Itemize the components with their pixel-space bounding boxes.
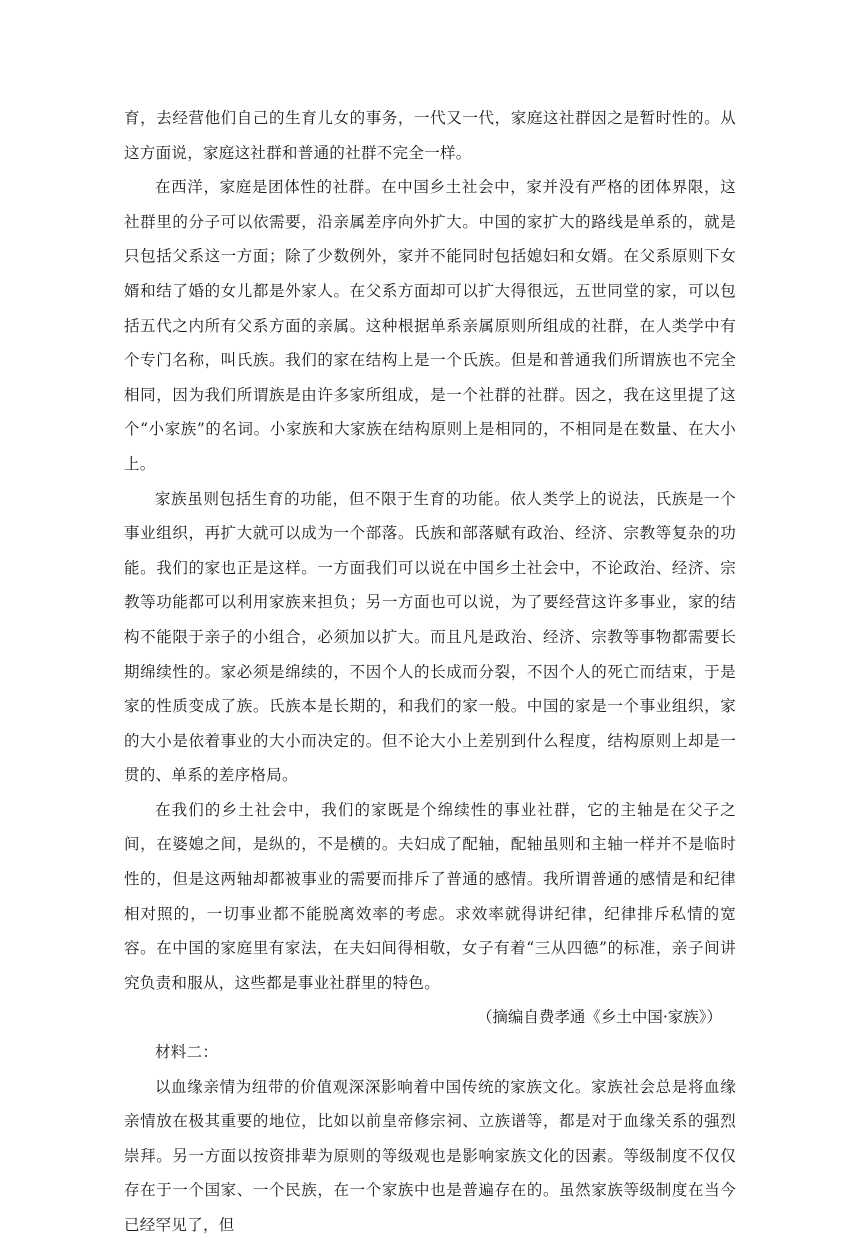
- paragraph-clan-function: 家族虽则包括生育的功能，但不限于生育的功能。依人类学上的说法，氏族是一个事业组织，再扩大就可以成为一个部落。氏族和部落赋有政治、经济、宗教等复杂的功能。我们的家也正是这样。一方面我们可以说在中国乡土社会中，不论政治、经济、宗教等功能都可以利用家族来担负；另一方面也可以说，为了要经营这许多事业，家的结构不能限于亲子的小组合，必须加以扩大。而且凡是政治、经济、宗教等事物都需要长期绵续性的。家必须是绵续的，不因个人的长成而分裂，不因个人的死亡而结束，于是家的性质变成了族。氏族本是长期的，和我们的家一般。中国的家是一个事业组织，家的大小是依着事业的大小而决定的。但不论大小上差别到什么程度，结构原则上却是一贯的、单系的差序格局。: [124, 489, 736, 785]
- document-page: [124, 101, 736, 1243]
- paragraph-family-axis: 在我们的乡土社会中，我们的家既是个绵续性的事业社群，它的主轴是在父子之间，在婆媳之间，是纵的，不是横的。夫妇成了配轴，配轴虽则和主轴一样并不是临时性的，但是这两轴却都被事业的需要而排斥了普通的感情。我所谓普通的感情是和纪律相对照的，一切事业都不能脱离效率的考虑。求效率就得讲纪律，纪律排斥私情的宽容。在中国的家庭里有家法，在夫妇间得相敬，女子有着“三从四德”的标准，亲子间讲究负责和服从，这些都是事业社群里的特色。: [124, 800, 736, 992]
- material-heading: 材料二：: [155, 1043, 219, 1062]
- paragraph-western-family: 在西洋，家庭是团体性的社群。在中国乡土社会中，家并没有严格的团体界限，这社群里的分子可以依需要，沿亲属差序向外扩大。中国的家扩大的路线是单系的，就是只包括父系这一方面；除了少数例外，家并不能同时包括媳妇和女婿。在父系原则下女婿和结了婚的女儿都是外家人。在父系方面却可以扩大得很远，五世同堂的家，可以包括五代之内所有父系方面的亲属。这种根据单系亲属原则所组成的社群，在人类学中有个专门名称，叫氏族。我们的家在结构上是一个氏族。但是和普通我们所谓族也不完全相同，因为我们所谓族是由许多家所组成，是一个社群的社群。因之，我在这里提了这个“小家族”的名词。小家族和大家族在结构原则上是相同的，不相同是在数量、在大小上。: [124, 178, 736, 473]
- material-paragraph: 以血缘亲情为纽带的价值观深深影响着中国传统的家族文化。家族社会总是将血缘亲情放在极其重要的地位，比如以前皇帝修宗祠、立族谱等，都是对于血缘关系的强烈崇拜。另一方面以按资排辈为原则的等级观也是影响家族文化的因素。等级制度不仅仅存在于一个国家、一个民族，在一个家族中也是普遍存在的。虽然家族等级制度在当今已经罕见了，但: [124, 1077, 736, 1234]
- paragraph-continued: 育，去经营他们自己的生育儿女的事务，一代又一代，家庭这社群因之是暂时性的。从这方面说，家庭这社群和普通的社群不完全一样。: [124, 109, 736, 162]
- source-citation: （摘编自费孝通《乡土中国·家族》）: [476, 1008, 722, 1027]
